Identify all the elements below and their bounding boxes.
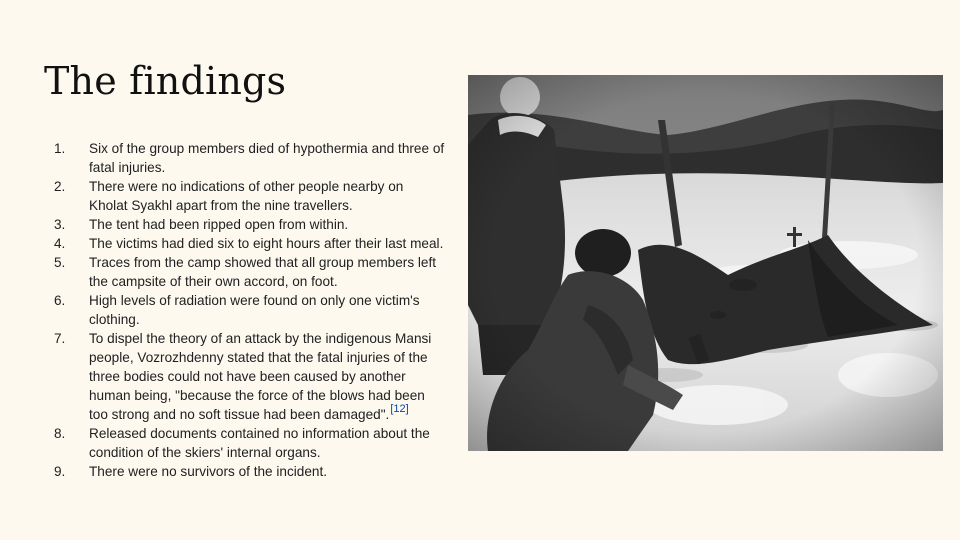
finding-item: [0, 291, 445, 329]
finding-number: 9.: [54, 464, 66, 479]
finding-number: 4.: [54, 236, 66, 251]
citation-link[interactable]: [12]: [390, 403, 409, 415]
finding-text: The tent had been ripped open from within.: [89, 217, 349, 232]
finding-item: [0, 177, 445, 215]
finding-number: 7.: [54, 331, 66, 346]
tent-photo: [468, 75, 943, 451]
finding-text: High levels of radiation were found on only one victim's clothing.: [89, 293, 420, 327]
finding-item: [0, 424, 445, 462]
finding-text: The victims had died six to eight hours after their last meal.: [89, 236, 444, 251]
finding-item: [0, 234, 445, 253]
finding-item: [0, 462, 445, 481]
finding-text: Traces from the camp showed that all group members left the campsite of their own accord, on foot.: [89, 255, 437, 289]
finding-number: 8.: [54, 426, 66, 441]
finding-number: 5.: [54, 255, 66, 270]
finding-item: [0, 329, 445, 424]
finding-text: Released documents contained no information about the condition of the skiers' internal organs.: [89, 426, 430, 460]
tent-photo-illustration: [468, 75, 943, 451]
finding-number: 6.: [54, 293, 66, 308]
finding-text: To dispel the theory of an attack by the indigenous Mansi people, Vozrozhdenny stated that the fatal injuries of the three bodies could not have been caused by another human being, "because the force of the blows had been too strong and no soft tissue had been damaged".: [89, 331, 432, 422]
finding-item: [0, 215, 445, 234]
finding-text: Six of the group members died of hypothermia and three of fatal injuries.: [89, 141, 445, 175]
slide-title: The findings: [44, 59, 287, 103]
finding-number: 2.: [54, 179, 66, 194]
findings-list: [0, 139, 460, 481]
finding-text: There were no survivors of the incident.: [89, 464, 328, 479]
finding-number: 3.: [54, 217, 66, 232]
finding-number: 1.: [54, 141, 66, 156]
finding-item: [0, 253, 445, 291]
finding-text: There were no indications of other people nearby on Kholat Syakhl apart from the nine travellers.: [89, 179, 404, 213]
finding-item: [0, 139, 445, 177]
